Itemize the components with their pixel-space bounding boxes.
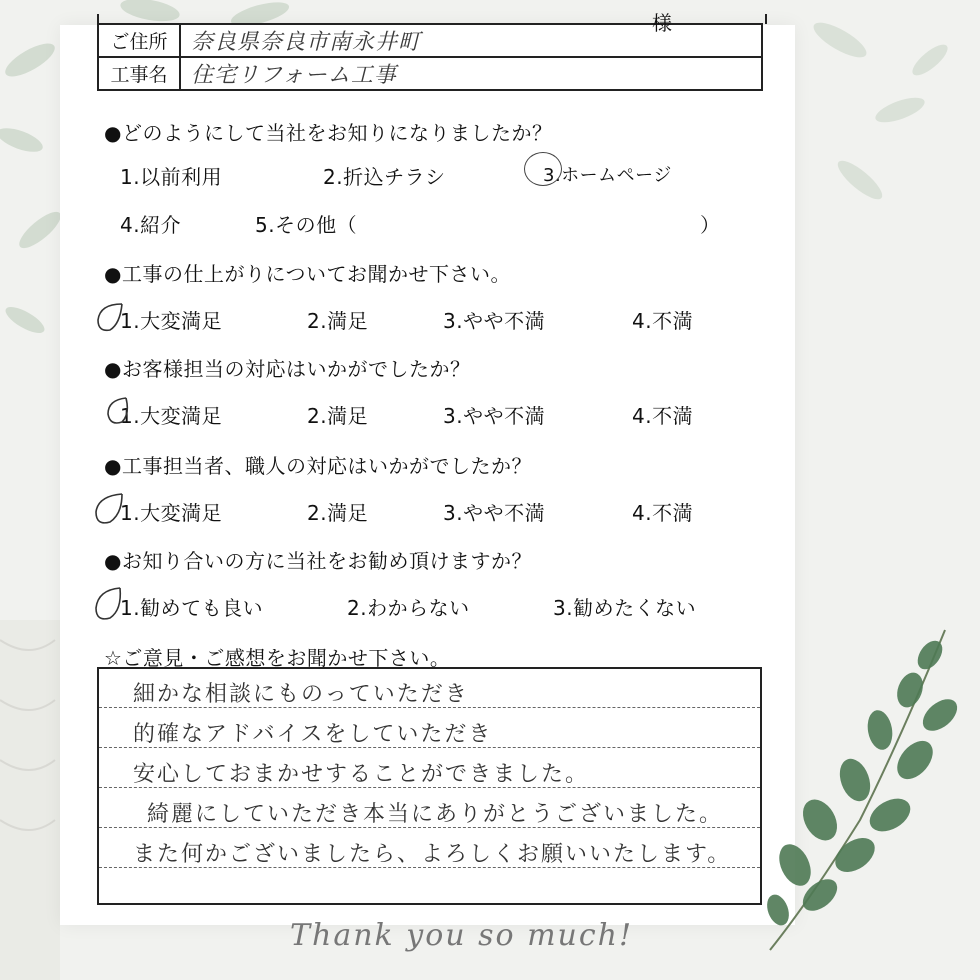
q3-check-mark xyxy=(100,392,144,432)
q2-option-4: 4.不満 xyxy=(632,309,694,333)
work-name-row xyxy=(98,57,762,90)
question-4: ●工事担当者、職人の対応はいかがでしたか？ xyxy=(104,454,532,478)
q2-option-2: 2.満足 xyxy=(307,309,369,333)
q4-option-4: 4.不満 xyxy=(632,501,694,525)
q1-option-4: 4.紹介 xyxy=(120,213,182,237)
address-value: 奈良県奈良市南永井町 xyxy=(180,24,762,57)
comment-line-5: また何かございましたら、よろしくお願いいたします。 xyxy=(133,842,732,867)
comment-line-2: 的確なアドバイスをしていただき xyxy=(133,722,493,747)
comments-heading: ☆ご意見・ご感想をお聞かせ下さい。 xyxy=(104,646,451,670)
q1-option-5: 5.その他（ xyxy=(255,213,358,237)
thank-you-caption: Thank you so much! xyxy=(290,918,634,953)
question-3: ●お客様担当の対応はいかがでしたか？ xyxy=(104,357,471,381)
question-1: ●どのようにして当社をお知りになりましたか？ xyxy=(104,121,553,145)
comment-line-1: 細かな相談にものっていただき xyxy=(133,682,469,707)
q5-option-3: 3.勧めたくない xyxy=(553,596,697,620)
honorific: 様 xyxy=(652,11,672,35)
question-2: ●工事の仕上がりについてお聞かせ下さい。 xyxy=(104,262,512,286)
comments-box xyxy=(97,667,762,905)
work-name-value: 住宅リフォーム工事 xyxy=(180,57,762,90)
q1-option-3: 3.ホームページ xyxy=(543,165,672,186)
address-label: ご住所 xyxy=(98,24,180,57)
question-5: ●お知り合いの方に当社をお勧め頂けますか？ xyxy=(104,549,532,573)
q5-check-mark xyxy=(90,582,136,628)
q2-check-mark xyxy=(92,298,136,338)
q4-option-1: 1.大変満足 xyxy=(120,501,223,525)
q5-option-2: 2.わからない xyxy=(347,596,470,620)
q3-option-2: 2.満足 xyxy=(307,404,369,428)
q2-option-1: 1.大変満足 xyxy=(120,309,223,333)
comment-line-3: 安心しておまかせすることができました。 xyxy=(133,762,590,787)
q3-option-4: 4.不満 xyxy=(632,404,694,428)
q1-option-5-close: ） xyxy=(700,213,721,237)
q1-option-1: 1.以前利用 xyxy=(120,165,223,189)
q4-option-2: 2.満足 xyxy=(307,501,369,525)
q5-option-1: 1.勧めても良い xyxy=(120,596,264,620)
q3-option-1: 1.大変満足 xyxy=(120,404,223,428)
q1-answer-circle xyxy=(524,152,562,186)
eucalyptus-branch xyxy=(750,620,970,960)
q2-option-3: 3.やや不満 xyxy=(443,309,546,333)
q1-option-2: 2.折込チラシ xyxy=(323,165,446,189)
q3-option-3: 3.やや不満 xyxy=(443,404,546,428)
q4-option-3: 3.やや不満 xyxy=(443,501,546,525)
q4-check-mark xyxy=(90,488,136,532)
comment-line-4: 綺麗にしていただき本当にありがとうございました。 xyxy=(147,802,724,827)
work-name-label: 工事名 xyxy=(98,57,180,90)
